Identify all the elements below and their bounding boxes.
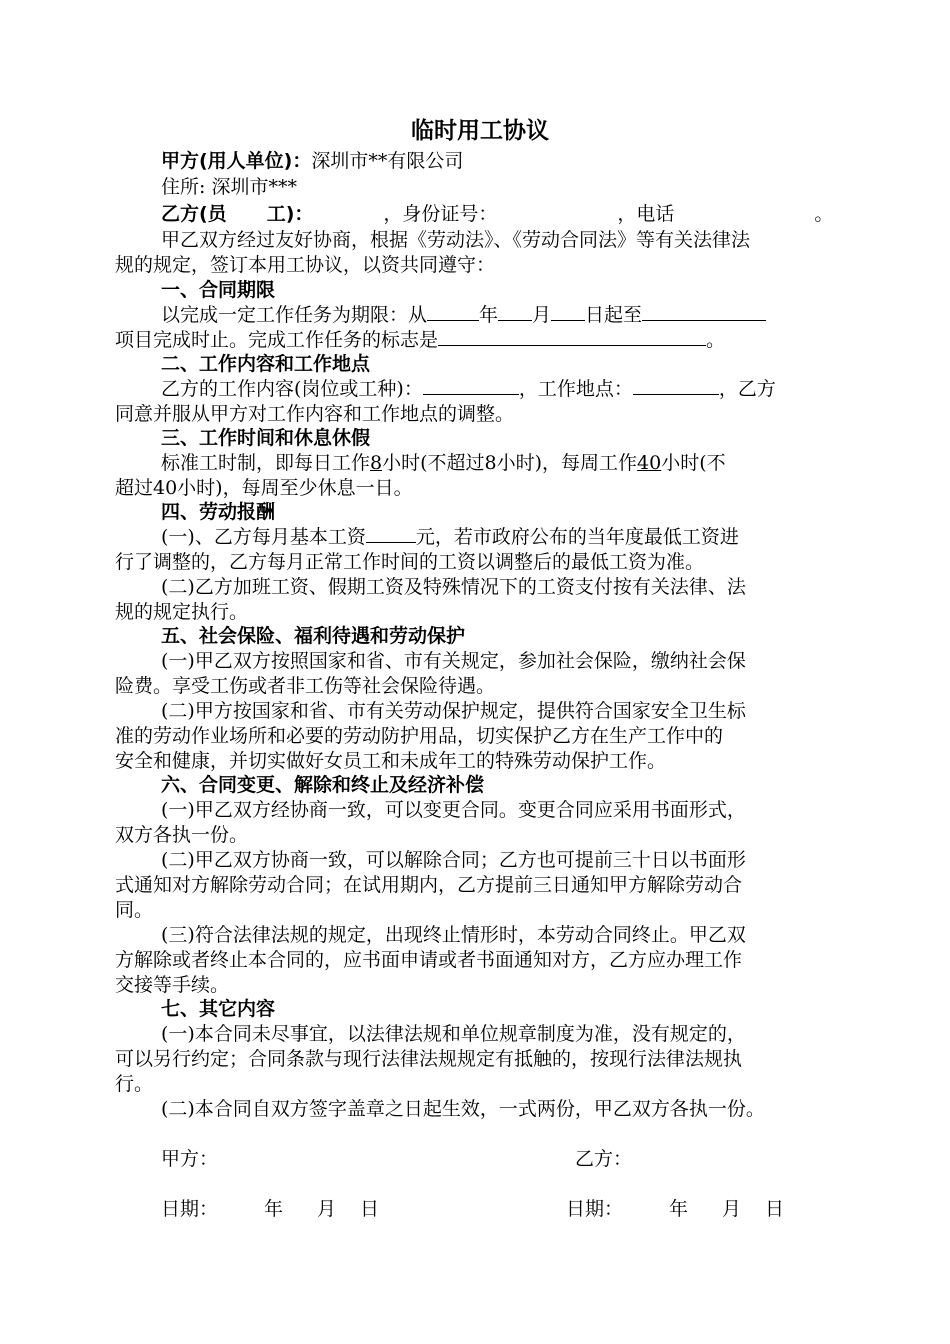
party-b-label-1: 乙方(员 [161,203,227,225]
section-line: 行。 [115,1073,154,1095]
document-title: 临时用工协议 [411,118,549,144]
address-value: 深圳市*** [211,176,297,198]
party-b-phone-label: ，电话 [617,203,675,225]
party-a-signature-label: 甲方： [161,1148,219,1170]
party-a-date [161,1196,379,1222]
term-text: 项目完成时止。完成工作任务的标志是 [115,329,439,351]
date-label: 日期： [161,1198,219,1220]
salary-text: 元，若市政府公布的当年度最低工资进 [415,526,739,548]
section-line [161,302,766,328]
blank-field [551,302,585,321]
section-heading: 七、其它内容 [161,998,276,1020]
party-a-line [161,148,463,174]
month-label: 月 [722,1198,742,1220]
section-line [115,327,725,353]
section-line: (三)符合法律法规的规定，出现终止情形时，本劳动合同终止。甲乙双 [161,924,746,946]
section-line [161,376,776,402]
party-b-label-2: 工)： [266,203,314,225]
address-line [161,174,297,200]
section-heading: 六、合同变更、解除和终止及经济补偿 [161,774,485,796]
section-heading: 三、工作时间和休息休假 [161,427,371,449]
blank-field [366,524,416,543]
section-line: (二)本合同自双方签字盖章之日起生效，一式两份，甲乙双方各执一份。 [161,1098,765,1120]
day-label: 日起至 [585,304,643,326]
section-line: 安全和健康，并切实做好女员工和未成年工的特殊劳动保护工作。 [115,750,667,772]
party-b-end: 。 [814,203,834,225]
section-line: 险费。享受工伤或者非工伤等社会保险待遇。 [115,675,496,697]
party-b-signature-label: 乙方： [575,1148,633,1170]
month-label: 月 [317,1198,337,1220]
blank-field [642,302,766,321]
party-b-date [566,1196,784,1222]
hours-per-week: 40 [637,452,662,474]
intro-line: 甲乙双方经过友好协商，根据《劳动法》、《劳动合同法》等有关法律法 [161,229,751,251]
section-line: (二)乙方加班工资、假期工资及特殊情况下的工资支付按有关法律、法 [161,576,746,598]
party-a-label: 甲方(用人单位)： [161,150,312,172]
date-label: 日期： [566,1198,624,1220]
hours-per-day: 8 [370,452,383,474]
section-line: 同。 [115,899,154,921]
month-label: 月 [532,304,552,326]
address-label: 住所: [161,176,212,198]
intro-line: 规的规定，签订本用工协议，以资共同遵守： [115,254,496,276]
blank-field [438,327,706,346]
party-a-value: 深圳市**有限公司 [311,150,464,172]
term-text: 。 [706,329,726,351]
section-line [161,524,739,550]
section-line: (二)甲方按国家和省、市有关劳动保护规定，提供符合国家安全卫生标 [161,700,746,722]
section-line: 同意并服从甲方对工作内容和工作地点的调整。 [115,403,515,425]
salary-text: (一)、乙方每月基本工资 [161,526,366,548]
year-label: 年 [669,1198,689,1220]
section-heading: 一、合同期限 [161,279,276,301]
work-text: ，工作地点： [518,378,633,400]
section-line: 行了调整的，乙方每月正常工作时间的工资以调整后的最低工资为准。 [115,551,705,573]
year-label: 年 [264,1198,284,1220]
work-text: 乙方的工作内容(岗位或工种)： [161,378,423,400]
section-line: (一)甲乙双方按照国家和省、市有关规定，参加社会保险，缴纳社会保 [161,650,746,672]
blank-field [423,376,519,395]
hours-text: 小时(不 [661,452,726,474]
party-b-line [161,201,833,227]
section-line [161,450,726,476]
day-label: 日 [765,1198,785,1220]
blank-field [633,376,719,395]
section-heading: 四、劳动报酬 [161,501,276,523]
term-text: 以完成一定工作任务为期限：从 [161,304,428,326]
section-line: (一)甲乙双方经协商一致，可以变更合同。变更合同应采用书面形式， [161,799,746,821]
section-line: 规的规定执行。 [115,601,249,623]
year-label: 年 [479,304,499,326]
section-line: 准的劳动作业场所和必要的劳动防护用品，切实保护乙方在生产工作中的 [115,725,724,747]
section-heading: 二、工作内容和工作地点 [161,353,371,375]
section-line: 式通知对方解除劳动合同；在试用期内，乙方提前三日通知甲方解除劳动合 [115,874,743,896]
section-line: (二)甲乙双方协商一致，可以解除合同；乙方也可提前三十日以书面形 [161,849,746,871]
hours-text: 小时(不超过8小时)，每周工作 [382,452,638,474]
work-text: ，乙方 [718,378,776,400]
day-label: 日 [360,1198,380,1220]
section-line: 可以另行约定；合同条款与现行法律法规规定有抵触的，按现行法律法规执 [115,1048,743,1070]
section-heading: 五、社会保险、福利待遇和劳动保护 [161,625,466,647]
section-line: 超过40小时)，每周至少休息一日。 [115,477,413,499]
section-line: 双方各执一份。 [115,824,249,846]
blank-field [498,302,532,321]
section-line: 方解除或者终止本合同的，应书面申请或者书面通知对方，乙方应办理工作 [115,949,743,971]
blank-field [427,302,479,321]
party-b-id-label: ，身份证号： [383,203,498,225]
section-line: (一)本合同未尽事宜，以法律法规和单位规章制度为准，没有规定的， [161,1023,746,1045]
hours-text: 标准工时制，即每日工作 [161,452,371,474]
section-line: 交接等手续。 [115,974,230,996]
